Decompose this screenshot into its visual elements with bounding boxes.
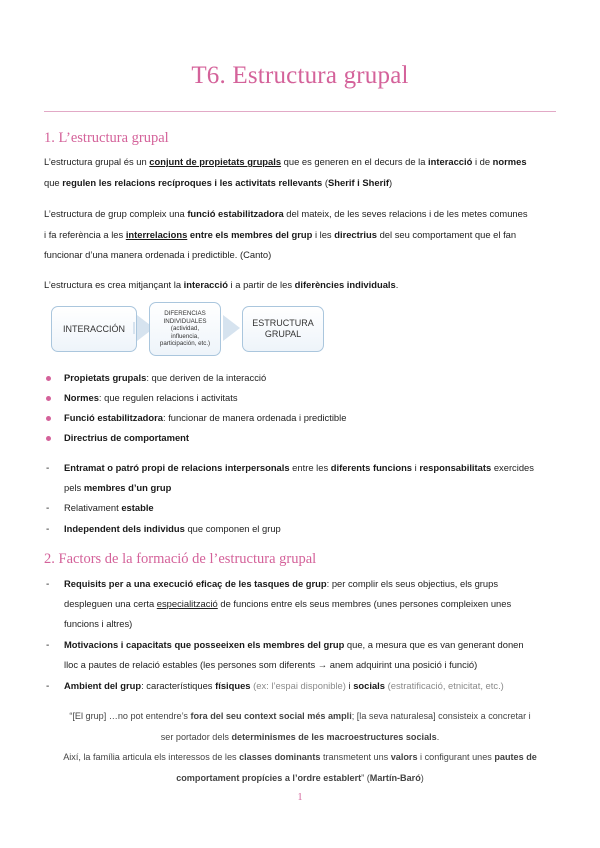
diagram-arrow-2 [223,315,240,341]
martin-baro-quote: “[El grup] …no pot entendre’s fora del seu context social més ampli; [la seva naturalesa] consisteix a concretar i ser portador dels determinismes de les macroestructures socials. Així, la família articula els interessos de les classes dominants transmetent uns valors i configurant unes pautes de comportament propícies a l’ordre establert” (Martín-Baró) [63,711,537,783]
page-title: T6. Estructura grupal [191,62,409,89]
section-1-heading: 1. L’estructura grupal [44,130,169,146]
factor-item-motivations: Motivacions i capacitats que posseeixen els membres del grup que, a mesura que es van generant donen lloc a pautes de relació estables (les persones som diferents → anem adquirint una posició i funció) [64,639,524,670]
bullet-item: Directrius de comportament [64,432,190,443]
bullet-item: Normes: que regulen relacions i activitats [64,392,238,403]
dash-marker: - [46,463,50,474]
dash-marker: - [46,503,50,514]
diagram-box-group-structure: ESTRUCTURA GRUPAL [242,306,324,352]
dash-item-pattern: Entramat o patró propi de relacions interpersonals entre les diferents funcions i responsabilitats exercides pels membres d’un grup [64,462,534,493]
bullet-dot [46,436,51,441]
dash-item-stable: Relativament estable [64,502,154,513]
dash-marker: - [46,640,50,651]
factor-item-environment: Ambient del grup: característiques físiques (ex: l’espai disponible) i socials (estratificació, etnicitat, etc.) [64,680,504,691]
dash-item-independent: Independent dels individus que componen el grup [64,523,281,534]
dash-marker: - [46,579,50,590]
section-2-heading: 2. Factors de la formació de l’estructura grupal [44,551,317,567]
paragraph-creation: L’estructura es crea mitjançant la interacció i a partir de les diferències individuals. [44,279,399,290]
paragraph-definition: L’estructura grupal és un conjunt de propietats grupals que es generen en el decurs de la interacció i de normes que regulen les relacions recíproques i les activitats rellevants (Sherif i Sherif) [44,156,527,188]
bullet-dot [46,416,51,421]
bullet-dot [46,396,51,401]
diagram-box-individual-differences: DIFERENCIAS INDIVIDUALES (actividad, influencia, participación, etc.) [149,302,221,356]
title-divider [44,111,556,112]
diagram-arrow-bar-1 [133,322,135,334]
page-number: 1 [297,792,303,803]
dash-marker: - [46,524,50,535]
bullet-dot [46,376,51,381]
factor-item-requirements: Requisits per a una execució eficaç de les tasques de grup: per complir els seus objectius, els grups despleguen una certa especialització de funcions entre els seus membres (unes persones compleixen unes funcions i altres) [64,578,512,629]
bullet-item: Funció estabilitzadora: funcionar de manera ordenada i predictible [64,412,347,423]
diagram-box-interaction: INTERACCIÓN [51,306,137,352]
dash-marker: - [46,681,50,692]
bullet-item: Propietats grupals: que deriven de la interacció [64,372,267,383]
paragraph-function: L’estructura de grup compleix una funció estabilitzadora del mateix, de les seves relacions i de les metes comunes i fa referència a les interrelacions entre els membres del grup i les directrius del seu comportament que el fan funcionar d’una manera ordenada i predictible. (Canto) [44,208,528,260]
